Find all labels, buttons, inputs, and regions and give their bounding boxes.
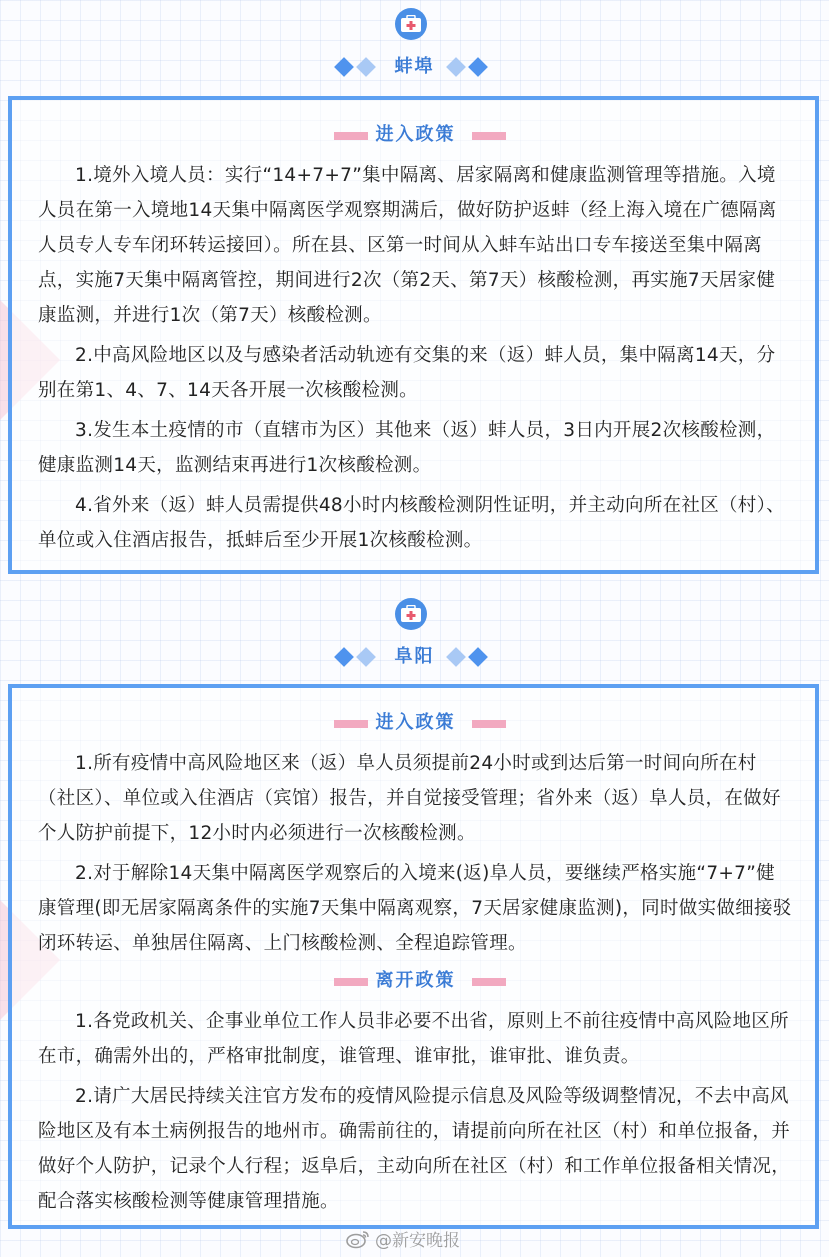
weibo-icon [345, 1229, 371, 1249]
policy-paragraph: 2.请广大居民持续关注官方发布的疫情风险提示信息及风险等级调整情况，不去中高风险地区及有本土病例报告的地州市。确需前往的，请提前向所在社区（村）和单位报备，并做好个人防护，记录个人行程；返阜后，主动向所在社区（村）和工作单位报备相关情况，配合落实核酸检测等健康管理措施。 [38, 1086, 791, 1212]
policy-paragraph: 3.发生本土疫情的市（直辖市为区）其他来（返）蚌人员，3日内开展2次核酸检测，健康监测14天，监测结束再进行1次核酸检测。 [38, 420, 776, 476]
policy-box-fuyang [8, 684, 819, 1229]
policy-box-bengbu [8, 96, 819, 574]
section-heading [38, 708, 793, 738]
weibo-watermark [345, 1226, 460, 1251]
diamond-decoration-right [446, 646, 488, 668]
policy-paragraph: 2.对于解除14天集中隔离医学观察后的入境来(返)阜人员，要继续严格实施“7+7”健康管理(即无居家隔离条件的实施7天集中隔离观察，7天居家健康监测)，同时做实做细接驳闭环转运、单独居住隔离、上门核酸检测、全程追踪管理。 [38, 863, 792, 954]
watermark-text: @新安晚报 [375, 1231, 460, 1251]
section-heading [38, 120, 793, 150]
policy-paragraph: 2.中高风险地区以及与感染者活动轨迹有交集的来（返）蚌人员，集中隔离14天，分别在第1、4、7、14天各开展一次核酸检测。 [38, 345, 776, 401]
policy-paragraph: 4.省外来（返）蚌人员需提供48小时内核酸检测阴性证明，并主动向所在社区（村）、单位或入住酒店报告，抵蚌后至少开展1次核酸检测。 [38, 495, 785, 551]
section-heading-text: 进入政策 [375, 124, 456, 145]
city-header-fuyang [0, 590, 829, 680]
city-title: 阜阳 [394, 646, 435, 667]
section-heading-text: 进入政策 [375, 712, 456, 733]
city-header-bengbu [0, 0, 829, 90]
section-heading-text: 离开政策 [375, 970, 456, 991]
policy-paragraph: 1.所有疫情中高风险地区来（返）阜人员须提前24小时或到达后第一时间向所在村（社区）、单位或入住酒店（宾馆）报告，并自觉接受管理；省外来（返）阜人员，在做好个人防护前提下，12小时内必须进行一次核酸检测。 [38, 753, 781, 844]
city-title: 蚌埠 [394, 56, 435, 77]
policy-paragraph: 1.境外入境人员：实行“14+7+7”集中隔离、居家隔离和健康监测管理等措施。入境人员在第一入境地14天集中隔离医学观察期满后，做好防护返蚌（经上海入境在广德隔离人员专人专车闭环转运接回）。所在县、区第一时间从入蚌车站出口专车接送至集中隔离点，实施7天集中隔离管控，期间进行2次（第2天、第7天）核酸检测，再实施7天居家健康监测，并进行1次（第7天）核酸检测。 [38, 165, 777, 326]
medical-kit-icon [395, 598, 427, 630]
medical-kit-icon [395, 8, 427, 40]
policy-paragraph: 1.各党政机关、企事业单位工作人员非必要不出省，原则上不前往疫情中高风险地区所在市，确需外出的，严格审批制度，谁管理、谁审批，谁审批、谁负责。 [38, 1011, 789, 1067]
section-heading [38, 966, 793, 996]
diamond-decoration-right [446, 56, 488, 78]
